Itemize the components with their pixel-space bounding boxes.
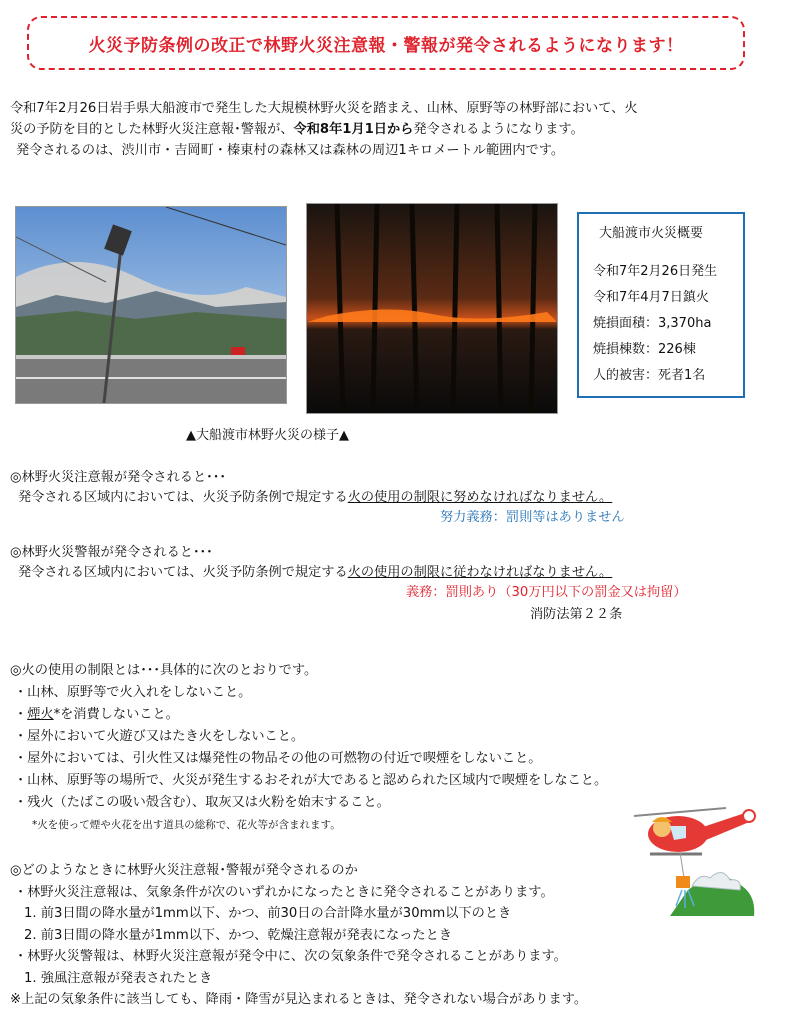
- daytime-smoke-photo: [15, 206, 287, 404]
- restriction-item-rest: *を消費しないこと。: [53, 707, 179, 722]
- summary-line: 焼損棟数：226棟: [593, 342, 696, 357]
- restriction-item: ・山林、原野等で火入れをしないこと。: [14, 685, 252, 700]
- warning-heading: ◎林野火災警報が発令されると･･･: [10, 545, 213, 560]
- issuance-line: 1. 強風注意報が発表されたとき: [24, 970, 213, 986]
- summary-line: 人的被害：死者1名: [593, 368, 706, 383]
- restrictions-footnote: *火を使って煙や火花を出す道具の総称で、花火等が含まれます。: [32, 819, 341, 831]
- law-reference: 消防法第２２条: [530, 607, 623, 622]
- advisory-heading: ◎林野火災注意報が発令されると･･･: [10, 470, 226, 485]
- restriction-item: ・残火（たばこの吸い殻含む）、取灰又は火粉を始末すること。: [14, 795, 390, 810]
- intro-line-1: 令和7年2月26日岩手県大船渡市で発生した大規模林野火災を踏まえ、山林、原野等の林野部において、火: [10, 101, 638, 116]
- issuance-line: ・林野火災警報は、林野火災注意報が発令中に、次の気象条件で発令されることがあります。: [14, 949, 567, 964]
- advisory-section: [10, 468, 780, 528]
- advisory-body: [10, 488, 780, 508]
- restriction-item: ・屋外においては、引火性又は爆発性の物品その他の可燃物の付近で喫煙をしないこと。: [14, 751, 542, 766]
- issuance-line: 2. 前3日間の降水量が1mm以下、かつ、乾燥注意報が発表になったとき: [24, 927, 452, 943]
- intro-line-3: 発令されるのは、渋川市・吉岡町・榛東村の森林又は森林の周辺1キロメートル範囲内です。: [16, 143, 565, 158]
- banner-title: 火災予防条例の改正で林野火災注意報・警報が発令されるようになります！: [88, 35, 684, 56]
- intro-date-bold: 令和8年1月1日から: [293, 122, 414, 137]
- issuance-heading: ◎どのようなときに林野火災注意報･警報が発令されるのか: [10, 863, 358, 878]
- restriction-item: ・山林、原野等の場所で、火災が発生するおそれが大であると認められた区域内で喫煙をしなこと。: [14, 773, 608, 788]
- advisory-note: 努力義務：罰則等はありません: [440, 510, 625, 525]
- restriction-item: ・煙火*を消費しないこと。: [14, 707, 179, 722]
- intro-line-2: [10, 119, 780, 140]
- fire-summary-box: [577, 212, 745, 398]
- issuance-line: 1. 前3日間の降水量が1mm以下、かつ、前30日の合計降水量が30mm以下のとき: [24, 906, 512, 921]
- summary-line: 令和7年4月7日鎮火: [593, 290, 709, 305]
- night-forest-fire-photo: [306, 203, 558, 414]
- restriction-item: ・屋外において火遊び又はたき火をしないこと。: [14, 729, 305, 744]
- advisory-body-text: 発令される区域内においては、火災予防条例で規定する: [18, 490, 348, 505]
- intro-line-2a: 災の予防を目的とした林野火災注意報･警報が、: [10, 122, 294, 137]
- warning-section: [10, 543, 780, 625]
- fireworks-term: 煙火: [27, 707, 54, 722]
- intro-text: [10, 98, 780, 161]
- photo-caption: ▲大船渡市林野火災の様子▲: [186, 428, 349, 443]
- summary-title: 大船渡市火災概要: [599, 226, 704, 241]
- fire-helicopter-icon: [630, 806, 760, 920]
- warning-body-text: 発令される区域内においては、火災予防条例で規定する: [18, 565, 348, 580]
- warning-body-underlined: 火の使用の制限に従わなければなりません。: [347, 565, 613, 580]
- issuance-line: ・林野火災注意報は、気象条件が次のいずれかになったときに発令されることがあります。: [14, 884, 554, 900]
- warning-body: [10, 563, 780, 583]
- summary-line: 焼損面積：3,370ha: [593, 316, 712, 331]
- restrictions-heading: ◎火の使用の制限とは･･･具体的に次のとおりです。: [10, 663, 318, 678]
- warning-note: 義務：罰則あり（30万円以下の罰金又は拘留）: [406, 585, 687, 600]
- advisory-body-underlined: 火の使用の制限に努めなければなりません。: [347, 490, 613, 505]
- issuance-note: ※上記の気象条件に該当しても、降雨・降雪が見込まれるときは、発令されない場合があります。: [10, 992, 588, 1007]
- title-banner: [27, 16, 745, 70]
- summary-line: 令和7年2月26日発生: [593, 264, 718, 279]
- intro-line-2b: 発令されるようになります。: [413, 122, 584, 137]
